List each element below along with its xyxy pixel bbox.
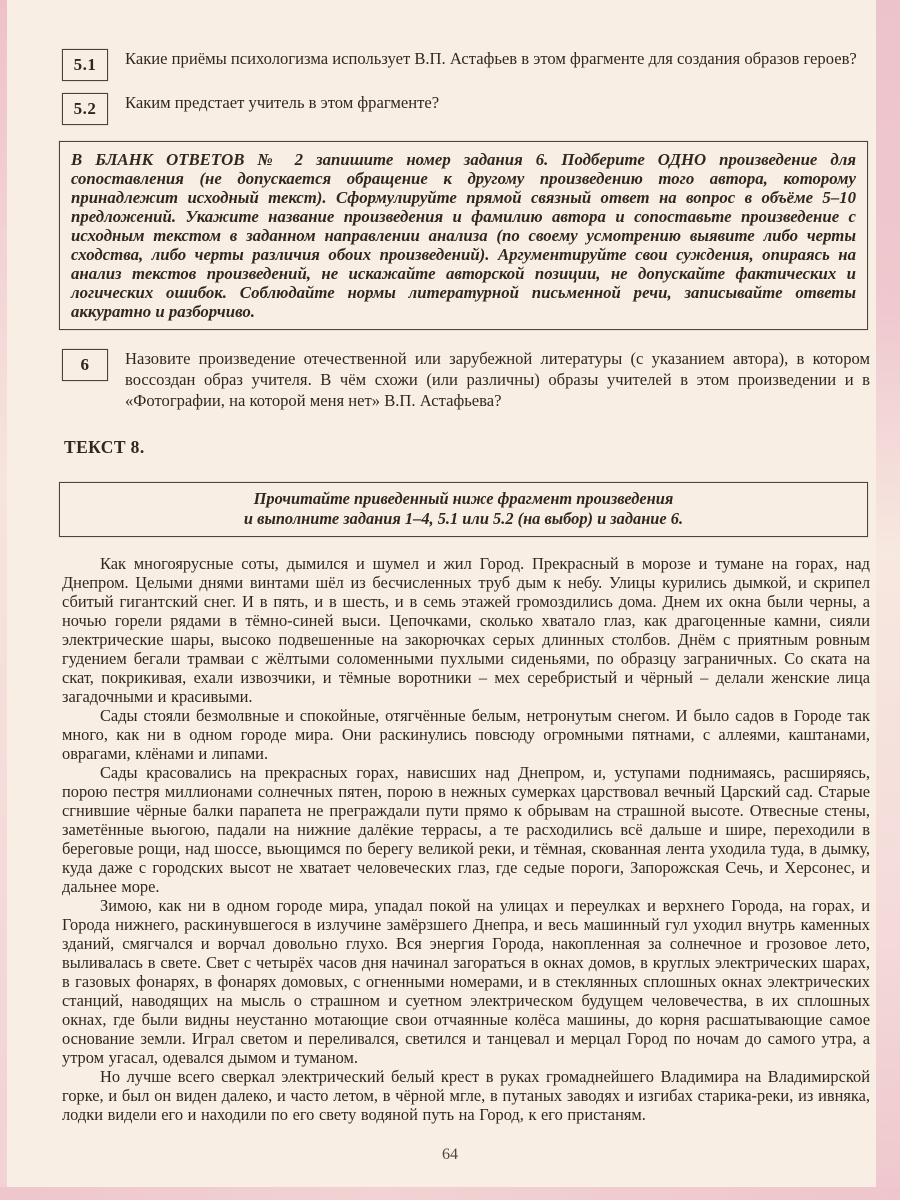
scan-edge-right: [876, 0, 900, 1200]
passage-paragraph-2: Сады стояли безмолвные и спокойные, отягчённые белым, нетронутым снегом. И было садов в Городе так много, как ни в одном городе мира. Они раскинулись повсюду огромными пятнами, с аллеями, каштанами, оврагами, клёнами и липами.: [62, 706, 870, 763]
task-5-2-number-box: [62, 93, 108, 125]
task-5-1-number: 5.1: [73, 55, 97, 74]
page-number: 64: [442, 1146, 458, 1163]
passage-paragraph-1: Как многоярусные соты, дымился и шумел и жил Город. Прекрасный в морозе и тумане на горах, над Днепром. Целыми днями винтами шёл из бесчисленных труб дым к небу. Улицы курились дымкой, и скрипел сбитый гигантский снег. И в пять, и в шесть, и в семь этажей громоздились дома. Днем их окна были черны, а ночью горели рядами в тёмно-синей выси. Цепочками, сколько хватало глаз, как драгоценные камни, сияли электрические шары, высоко подвешенные на закорючках серых длинных столбов. Днём с приятным ровным гудением бегали трамваи с жёлтыми соломенными пухлыми сиденьями, по образцу заграничных. Со ската на скат, покрикивая, ехали извозчики, и тёмные воротники – мех серебристый и чёрный – делали женские лица загадочными и красивыми.: [62, 554, 870, 706]
reading-instruction-line-2: и выполните задания 1–4, 5.1 или 5.2 (на выбор) и задание 6.: [243, 509, 684, 528]
passage-paragraph-4: Зимою, как ни в одном городе мира, упадал покой на улицах и переулках и верхнего Города, на горах, и Города нижнего, раскинувшегося в излучине замёрзшего Днепра, и весь машинный гул уходил внутрь каменных зданий, смягчался и ворчал довольно глухо. Вся энергия Города, накопленная за солнечное и грозовое лето, выливалась в свете. Свет с четырёх часов дня начинал загораться в окнах домов, в круглых электрических шарах, в газовых фонарях, в фонарях домовых, с огненными номерами, и в стеклянных сплошных окнах электрических станций, наводящих на мысль о страшном и суетном электрическом будущем человечества, в их сплошных окнах, где были видны неустанно мотающие свои отчаянные колёса машины, до корня расшатывающие самое основание земли. Играл светом и переливался, светился и танцевал и мерцал Город по ночам до самого утра, а утром угасал, одевался дымом и туманом.: [62, 896, 870, 1067]
task-6: [62, 348, 870, 411]
answer-blank-instruction-box: [59, 141, 868, 330]
task-6-text: Назовите произведение отечественной или зарубежной литературы (с указанием автора), в котором воссоздан образ учителя. В чём схожи (или различны) образы учителей в этом произведении и в «Фотографии, на которой меня нет» В.П. Астафьева?: [125, 349, 870, 410]
answer-blank-instruction-text: В БЛАНК ОТВЕТОВ № 2 запишите номер задания 6. Подберите ОДНО произведение для сопоставления (не допускается обращение к другому произведению того автора, которому принадлежит исходный текст). Сформулируйте прямой связный ответ на вопрос в объёме 5–10 предложений. Укажите название произведения и фамилию автора и сопоставьте произведение с исходным текстом в заданном направлении анализа (по своему усмотрению выявите либо черты сходства, либо черты различия обоих произведений). Аргументируйте свои суждения, опираясь на анализ текстов произведений, не искажайте авторской позиции, не допускайте фактических и логических ошибок. Соблюдайте нормы литературной письменной речи, записывайте ответы аккуратно и разборчиво.: [71, 150, 856, 321]
passage-paragraph-3: Сады красовались на прекрасных горах, нависших над Днепром, и, уступами поднимаясь, расширяясь, порою пестря миллионами солнечных пятен, порою в нежных сумерках царствовал вечный Царский сад. Старые сгнившие чёрные балки парапета не преграждали пути прямо к обрывам на страшной высоте. Отвесные стены, заметённые вьюгою, падали на нижние далёкие террасы, а те расходились всё дальше и шире, переходили в береговые рощи, над шоссе, вьющимся по берегу великой реки, и тёмная, скованная лента уходила туда, в дымку, куда даже с городских высот не хватает человеческих глаз, где седые пороги, Запорожская Сечь, и Херсонес, и дальнее море.: [62, 763, 870, 896]
task-6-number-box: [62, 349, 108, 381]
text-8-heading: ТЕКСТ 8.: [64, 437, 145, 457]
task-5-1: [62, 48, 870, 81]
task-5-1-text: Какие приёмы психологизма использует В.П. Астафьев в этом фрагменте для создания образов героев?: [125, 49, 857, 68]
passage: [62, 554, 870, 1124]
task-6-number: 6: [80, 355, 90, 374]
passage-paragraph-5: Но лучше всего сверкал электрический белый крест в руках громаднейшего Владимира на Владимирской горке, и был он виден далеко, и часто летом, в чёрной мгле, в путаных заводях и изгибах старика-реки, из ивняка, лодки видели его и находили по его свету водяной путь на Город, к его пристаням.: [62, 1067, 870, 1124]
task-5-2-number: 5.2: [73, 99, 97, 118]
scan-edge-left: [0, 0, 7, 1200]
page-content: [62, 48, 870, 1124]
task-5-1-number-box: [62, 49, 108, 81]
reading-instruction-box: [59, 482, 868, 537]
task-5-2: [62, 92, 870, 125]
reading-instruction-line-1: Прочитайте приведенный ниже фрагмент произведения: [253, 489, 674, 508]
scan-edge-bottom: [0, 1187, 900, 1200]
task-5-2-text: Каким предстает учитель в этом фрагменте?: [125, 93, 440, 112]
